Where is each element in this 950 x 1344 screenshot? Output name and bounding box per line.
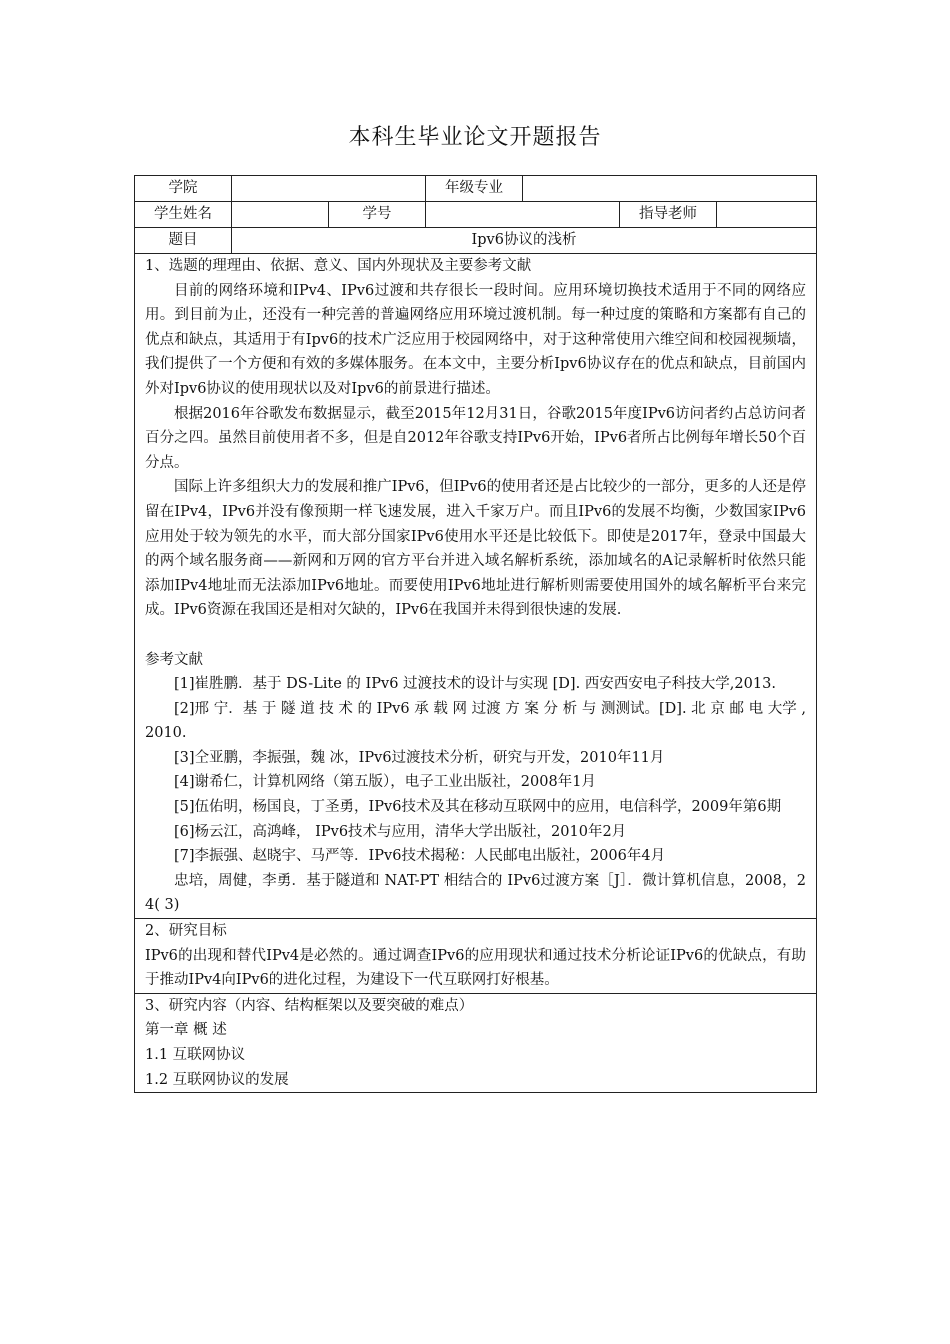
student-id-label: 学号 (329, 202, 426, 228)
section-2-cell (135, 919, 817, 994)
row-college (135, 176, 817, 202)
section-2-heading: 2、研究目标 (145, 923, 227, 940)
section-2-text: IPv6的出现和替代IPv4是必然的。通过调查IPv6的应用现状和通过技术分析论证IPv6的优缺点，有助于推动IPv4向IPv6的进化过程，为建设下一代互联网打好根基。 (145, 947, 806, 989)
college-label: 学院 (135, 176, 232, 202)
section-1-paragraph: 目前的网络环境和IPv4、IPv6过渡和共存很长一段时间。应用环境切换技术适用于不同的网络应用。到目前为止，还没有一种完善的普遍网络应用环境过渡机制。每一种过度的策略和方案都有自己的优点和缺点，其适用于有Ipv6的技术广泛应用于校园网络中，对于这种常使用六维空间和校园视频墙，我们提供了一个方便和有效的多媒体服务。在本文中，主要分析Ipv6协议存在的优点和缺点，目前国内外对Ipv6协议的使用现状以及对Ipv6的前景进行描述。 (145, 282, 806, 397)
row-student (135, 202, 817, 228)
college-field[interactable] (232, 176, 426, 202)
section-2-row (135, 919, 817, 994)
reference-item: [3]仝亚鹏，李振强，魏 冰，IPv6过渡技术分析，研究与开发，2010年11月 (174, 749, 665, 766)
reference-item: 忠培，周健，李勇．基于隧道和 NAT-PT 相结合的 IPv6过渡方案［J］．微计算机信息，2008，24( 3) (145, 872, 806, 914)
spacer (145, 623, 806, 648)
section-1-row (135, 254, 817, 919)
topic-label: 题目 (135, 228, 232, 254)
section-3-heading: 3、研究内容（内容、结构框架以及要突破的难点） (145, 997, 474, 1014)
section-1-paragraph: 国际上许多组织大力的发展和推广IPv6，但IPv6的使用者还是占比较少的一部分，更多的人还是停留在IPv4，IPv6并没有像预期一样飞速发展，进入千家万户。而且IPv6的发展不均衡，少数国家IPv6应用处于较为领先的水平，而大部分国家IPv6使用水平还是比较低下。即使是2017年，登录中国最大的两个域名服务商——新网和万网的官方平台并进入域名解析系统，添加域名的A记录解析时依然只能添加IPv4地址而无法添加IPv6地址。而要使用IPv6地址进行解析则需要使用国外的域名解析平台来完成。IPv6资源在我国还是相对欠缺的，IPv6在我国并未得到很快速的发展. (145, 479, 806, 619)
row-topic (135, 228, 817, 254)
student-name-label: 学生姓名 (135, 202, 232, 228)
reference-item: [5]伍佑明，杨国良，丁圣勇，IPv6技术及其在移动互联网中的应用，电信科学，2009年第6期 (174, 799, 782, 816)
topic-field[interactable]: Ipv6协议的浅析 (232, 228, 817, 254)
grade-major-label: 年级专业 (426, 176, 523, 202)
section-3-cell (135, 993, 817, 1092)
advisor-field[interactable] (717, 202, 817, 228)
page-title: 本科生毕业论文开题报告 (348, 125, 602, 150)
outline-item: 1.1 互联网协议 (145, 1047, 246, 1063)
reference-item: [6]杨云江，高鸿峰， IPv6技术与应用，清华大学出版社，2010年2月 (174, 823, 627, 840)
reference-item: [7]李振强、赵晓宇、马严等．IPv6技术揭秘：人民邮电出版社，2006年4月 (174, 848, 666, 865)
advisor-label: 指导老师 (620, 202, 717, 228)
section-3-row (135, 993, 817, 1092)
reference-item: [2]邢 宁．基 于 隧 道 技 术 的 IPv6 承 载 网 过渡 方 案 分 析 与 测测试。[D]. 北 京 邮 电 大学 ,2010. (145, 700, 806, 742)
student-id-field[interactable] (426, 202, 620, 228)
section-1-cell (135, 254, 817, 919)
reference-item: [4]谢希仁，计算机网络（第五版），电子工业出版社，2008年1月 (174, 774, 596, 791)
outline-item: 第一章 概 述 (145, 1022, 227, 1039)
section-1-paragraph: 根据2016年谷歌发布数据显示，截至2015年12月31日，谷歌2015年度IPv6访问者约占总访问者百分之四。虽然目前使用者不多，但是自2012年谷歌支持IPv6开始，IPv6者所占比例每年增长50个百分点。 (145, 405, 806, 471)
grade-major-field[interactable] (523, 176, 817, 202)
reference-item: [1]崔胜鹏．基于 DS-Lite 的 IPv6 过渡技术的设计与实现 [D]. 西安西安电子科技大学,2013. (174, 676, 776, 693)
references-heading: 参考文献 (145, 651, 203, 668)
report-form-table (134, 175, 817, 1093)
section-1-heading: 1、选题的理理由、依据、意义、国内外现状及主要参考文献 (145, 258, 532, 274)
outline-item: 1.2 互联网协议的发展 (145, 1071, 289, 1088)
student-name-field[interactable] (232, 202, 329, 228)
